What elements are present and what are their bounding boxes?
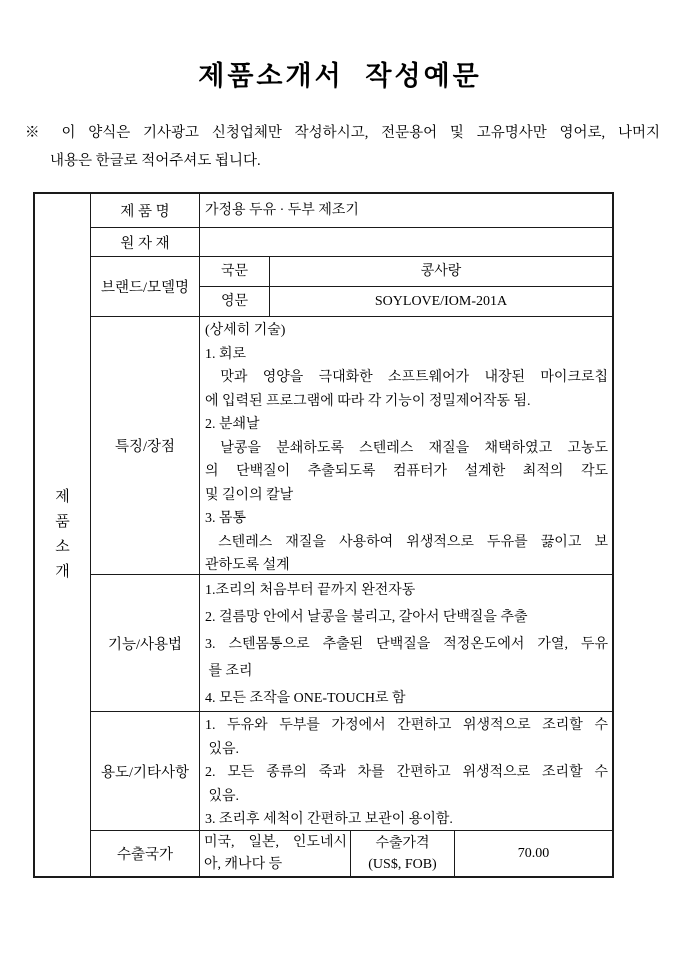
- row-features: [91, 316, 612, 574]
- korean-name-label: 국문: [200, 257, 270, 286]
- export-countries-label: 수출국가: [91, 831, 200, 876]
- korean-name-row: [200, 257, 612, 286]
- table-main-columns: [91, 194, 612, 876]
- page-title: 제품소개서 작성예문: [198, 61, 482, 91]
- english-name-value: SOYLOVE/IOM-201A: [374, 293, 508, 309]
- table-section-cell: [35, 194, 91, 876]
- english-name-row: [200, 286, 612, 316]
- row-export: [91, 830, 612, 876]
- raw-material-label: 원 자 재: [91, 228, 200, 256]
- features-content: (상세히 기술) 1. 회로 맛과 영양을 극대화한 소프트웨어가 내장된 마이크로칩 에 입력된 프로그램에 따라 각 기능이 정밀제어작동 됨. 2. 분쇄날 날콩을 분쇄하도록 스텐레스 재질을 채택하였고 고농도 의 단백질이 추출되도록 컴퓨터가 설계한 최적의 각도 및 길이의 칼날 3. 몸통 스텐레스 재질을 사용하여 위생적으로 두유를 끓이고 보 관하도록 설계: [205, 323, 608, 573]
- form-note: ※ 이 양식은 기사광고 신청업체만 작성하시고, 전문용어 및 고유명사만 영어로, 나머지 내용은 한글로 적어주셔도 됩니다.: [25, 125, 660, 169]
- export-price-label: 수출가격 (US$, FOB): [351, 831, 455, 876]
- row-functions: [91, 574, 612, 711]
- functions-content: 1.조리의 처음부터 끝까지 완전자동 2. 걸름망 안에서 날콩을 불리고, 갈아서 단백질을 추출 3. 스텐몸통으로 추출된 단백질을 적정온도에서 가열, 두유 를 조리 4. 모든 조작을 ONE-TOUCH로 함: [205, 583, 608, 706]
- product-name-value: 가정용 두유 · 두부 제조기: [205, 202, 359, 218]
- section-label-product-intro: 제 품 소 개: [55, 489, 70, 580]
- features-label: 특징/장점: [91, 317, 200, 574]
- usage-content: 1. 두유와 두부를 가정에서 간편하고 위생적으로 조리할 수 있음. 2. 모든 종류의 죽과 차를 간편하고 위생적으로 조리할 수 있음. 3. 조리후 세척이 간편하고 보관이 용이함.: [205, 718, 608, 827]
- export-price-value: 70.00: [517, 845, 550, 861]
- row-raw-material: [91, 227, 612, 256]
- korean-name-value: 콩사랑: [420, 263, 462, 279]
- brand-model-label: 브랜드/모델명: [91, 257, 200, 316]
- brand-model-content: [200, 257, 612, 316]
- usage-label: 용도/기타사항: [91, 712, 200, 830]
- row-product-name: [91, 194, 612, 227]
- row-usage: [91, 711, 612, 830]
- row-brand-model: [91, 256, 612, 316]
- raw-material-value: [200, 228, 612, 256]
- product-intro-table: [33, 192, 614, 878]
- functions-label: 기능/사용법: [91, 575, 200, 711]
- product-name-label: 제 품 명: [91, 194, 200, 227]
- export-content: [200, 831, 612, 876]
- english-name-label: 영문: [200, 287, 270, 316]
- export-countries-value: 미국, 일본, 인도네시 아, 캐나다 등: [200, 831, 351, 876]
